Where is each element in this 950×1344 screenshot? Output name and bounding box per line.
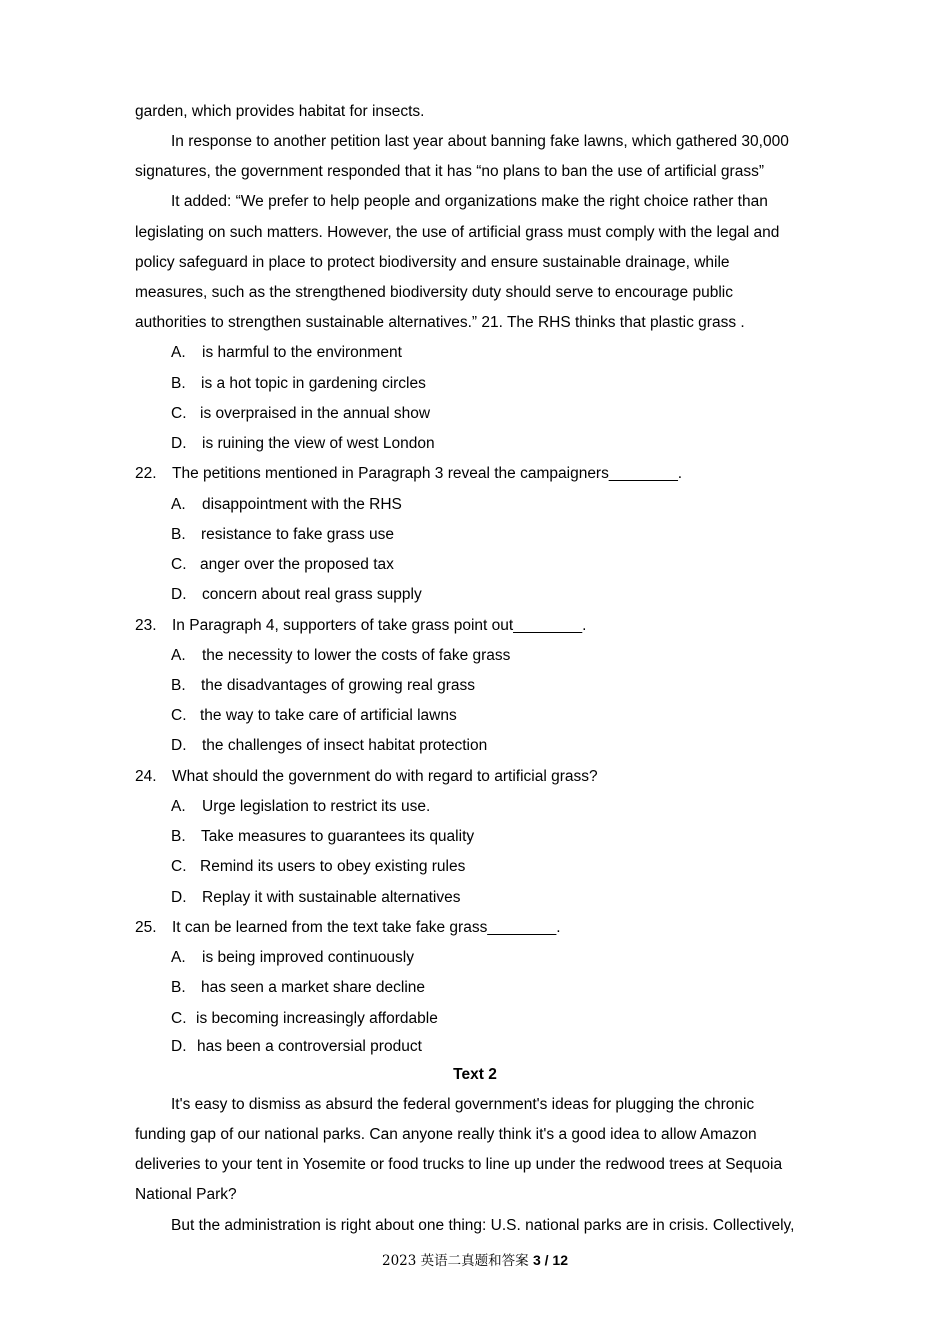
paragraph-text: measures, such as the strengthened biodiversity duty should serve to encourage public	[135, 284, 733, 301]
footer-container	[0, 1250, 950, 1271]
paragraph-text: funding gap of our national parks. Can anyone really think it's a good idea to allow Amazon	[135, 1126, 757, 1143]
option-letter: A.	[171, 647, 186, 664]
question-text: It can be learned from the text take fake grass________.	[172, 919, 561, 936]
option-letter: C.	[171, 556, 187, 573]
option-letter: B.	[171, 677, 186, 694]
option-text: is overpraised in the annual show	[200, 405, 431, 422]
paragraph-text: National Park?	[135, 1186, 237, 1203]
option-text: disappointment with the RHS	[202, 496, 402, 513]
option-text: the necessity to lower the costs of fake grass	[202, 647, 511, 664]
paragraph-text: garden, which provides habitat for insects.	[135, 103, 425, 120]
option-text: the way to take care of artificial lawns	[200, 707, 457, 724]
paragraph-text: legislating on such matters. However, the use of artificial grass must comply with the legal and	[135, 224, 780, 241]
option-text: is a hot topic in gardening circles	[201, 375, 426, 392]
option-letter: D.	[171, 1038, 187, 1055]
option-letter: B.	[171, 979, 186, 996]
option-letter: D.	[171, 586, 187, 603]
option-text: concern about real grass supply	[202, 586, 422, 603]
paragraph-text: It added: “We prefer to help people and organizations make the right choice rather than	[171, 193, 768, 210]
option-text: Remind its users to obey existing rules	[200, 858, 466, 875]
option-text: has been a controversial product	[197, 1038, 422, 1055]
option-letter: B.	[171, 828, 186, 845]
paragraph-text: authorities to strengthen sustainable alternatives.” 21. The RHS thinks that plastic grass .	[135, 314, 745, 331]
paragraph-text: deliveries to your tent in Yosemite or food trucks to line up under the redwood trees at Sequoia	[135, 1156, 783, 1173]
option-text: is harmful to the environment	[202, 344, 402, 361]
option-letter: B.	[171, 526, 186, 543]
question-number: 24.	[135, 768, 157, 785]
option-text: anger over the proposed tax	[200, 556, 394, 573]
option-letter: A.	[171, 496, 186, 513]
option-letter: C.	[171, 707, 187, 724]
option-text: has seen a market share decline	[201, 979, 426, 996]
option-letter: C.	[171, 858, 187, 875]
option-letter: A.	[171, 798, 186, 815]
paragraph-text: policy safeguard in place to protect biodiversity and ensure sustainable drainage, while	[135, 254, 730, 271]
option-text: the challenges of insect habitat protection	[202, 737, 488, 754]
question-number: 23.	[135, 617, 157, 634]
question-text: The petitions mentioned in Paragraph 3 reveal the campaigners________.	[172, 465, 683, 482]
option-text: Take measures to guarantees its quality	[201, 828, 475, 845]
option-text: is ruining the view of west London	[202, 435, 435, 452]
page-number: 3 / 12	[532, 1252, 568, 1268]
option-text: Replay it with sustainable alternatives	[202, 889, 461, 906]
question-text: In Paragraph 4, supporters of take grass point out________.	[172, 617, 587, 634]
option-letter: A.	[171, 949, 186, 966]
option-letter: D.	[171, 889, 187, 906]
option-text: the disadvantages of growing real grass	[201, 677, 475, 694]
option-letter: C.	[171, 405, 187, 422]
paragraph-text: In response to another petition last year about banning fake lawns, which gathered 30,000	[171, 133, 789, 150]
question-text: What should the government do with regard to artificial grass?	[172, 768, 598, 785]
paragraph-text: It's easy to dismiss as absurd the federal government's ideas for plugging the chronic	[171, 1096, 755, 1113]
option-text: Urge legislation to restrict its use.	[202, 798, 431, 815]
paragraph-text: But the administration is right about one thing: U.S. national parks are in crisis. Collectively,	[171, 1217, 795, 1234]
footer-doc-title: 2023 英语二真题和答案	[382, 1253, 529, 1269]
option-letter: C.	[171, 1010, 187, 1027]
option-text: is being improved continuously	[202, 949, 414, 966]
option-letter: B.	[171, 375, 186, 392]
section-title: Text 2	[453, 1066, 497, 1083]
option-letter: A.	[171, 344, 186, 361]
question-number: 22.	[135, 465, 157, 482]
question-number: 25.	[135, 919, 157, 936]
option-letter: D.	[171, 737, 187, 754]
option-text: is becoming increasingly affordable	[196, 1010, 438, 1027]
paragraph-text: signatures, the government responded that it has “no plans to ban the use of artificial grass”	[135, 163, 764, 180]
option-letter: D.	[171, 435, 187, 452]
option-text: resistance to fake grass use	[201, 526, 394, 543]
